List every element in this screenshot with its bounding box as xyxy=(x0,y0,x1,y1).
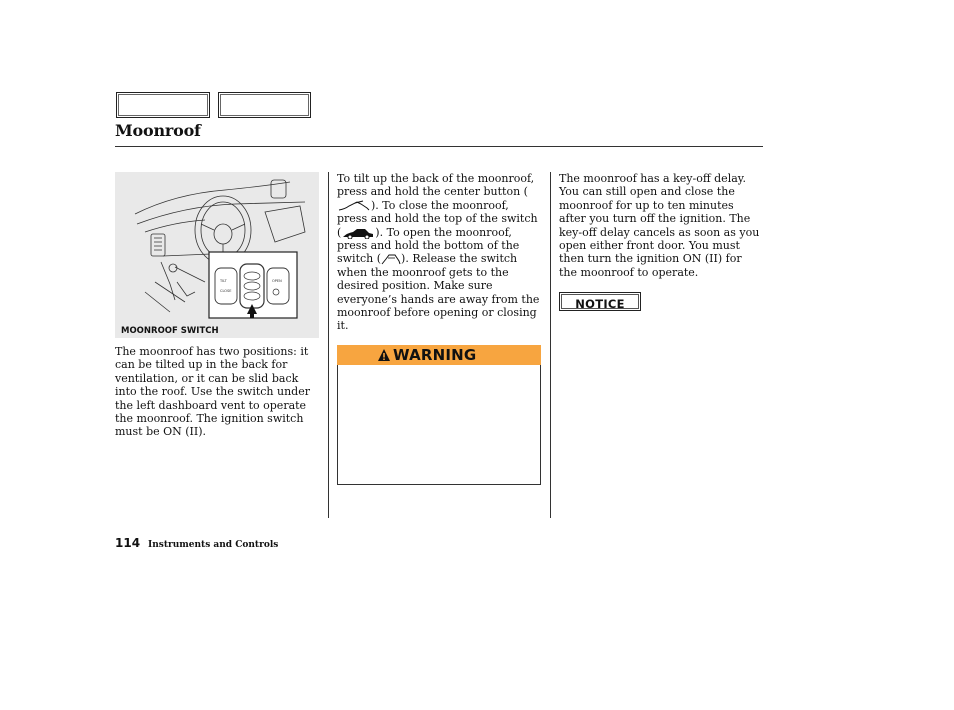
operation-paragraph xyxy=(337,172,541,333)
car-close-icon xyxy=(341,227,375,239)
notice-label: NOTICE xyxy=(575,297,625,311)
car-tilt-icon xyxy=(337,200,371,212)
page-number: 114 xyxy=(115,536,141,550)
warning-header xyxy=(337,345,541,365)
operation-text-4: ). Release the switch when the moonroof gets to the desired position. Make sure everyone’s hands are away from the moonroof before opening or closing it. xyxy=(337,252,540,333)
key-off-delay-paragraph: The moonroof has a key-off delay. You can still open and close the moonroof for up to ten minutes after you turn off the ignition. The key-off delay cancels as soon as you open either front door. You must then turn the ignition ON (II) for the moonroof to operate. xyxy=(559,172,760,279)
warning-triangle-icon xyxy=(377,348,391,362)
intro-paragraph: The moonroof has two positions: it can be tilted up in the back for ventilation, or it can be slid back into the roof. Use the switch under the left dashboard vent to operate the moonroof. The ignition switch must be ON (II). xyxy=(115,345,310,439)
column-divider-1 xyxy=(328,172,329,518)
nav-button-prev[interactable] xyxy=(116,92,210,118)
switch-label-2: CLOSE xyxy=(220,289,232,293)
warning-label: WARNING xyxy=(393,346,477,364)
moonroof-switch-figure xyxy=(115,172,319,338)
car-open-icon xyxy=(381,253,401,265)
operation-text-3: ). To open the moonroof, press and hold the bottom of the switch ( xyxy=(337,225,520,266)
page-title: Moonroof xyxy=(115,121,201,140)
section-name: Instruments and Controls xyxy=(148,540,279,550)
warning-box xyxy=(337,365,541,485)
operation-text-1: To tilt up the back of the moonroof, press and hold the center button ( xyxy=(337,172,535,199)
operation-text-2: ). To close the moonroof, press and hold the top of the switch ( xyxy=(337,198,538,239)
switch-panel-inset xyxy=(209,252,297,318)
notice-box xyxy=(559,292,641,311)
switch-label-3: OPEN xyxy=(272,279,282,283)
nav-button-next[interactable] xyxy=(218,92,311,118)
title-divider xyxy=(115,146,763,147)
switch-label-1: TILT xyxy=(220,279,227,283)
dashboard-illustration xyxy=(115,172,319,328)
column-divider-2 xyxy=(550,172,551,518)
figure-caption: MOONROOF SWITCH xyxy=(121,326,219,336)
